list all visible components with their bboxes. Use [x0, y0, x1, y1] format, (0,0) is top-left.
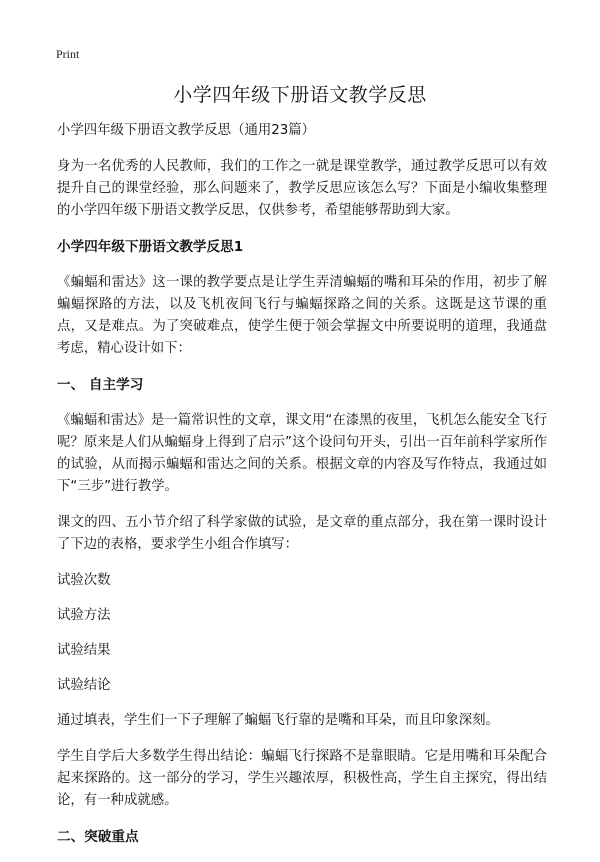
intro-paragraph: 身为一名优秀的人民教师，我们的工作之一就是课堂教学，通过教学反思可以有效提升自己的课堂经验，那么问题来了，教学反思应该怎么写？下面是小编收集整理的小学四年级下册语文教学反思，仅供参考，希望能够帮助到大家。	[57, 159, 547, 218]
page-title: 小学四年级下册语文教学反思	[173, 84, 427, 106]
table-item: 试验结论	[57, 678, 111, 693]
table-item: 试验结果	[57, 643, 111, 658]
subsection-heading-1: 一、 自主学习	[57, 377, 144, 393]
document-body	[57, 120, 547, 862]
body-paragraph: 《蝙蝠和雷达》这一课的教学要点是让学生弄清蝙蝠的嘴和耳朵的作用，初步了解蝙蝠探路的方法，以及飞机夜间飞行与蝙蝠探路之间的关系。这既是这节课的重点，又是难点。为了突破难点，使学生便于领会掌握文中所要说明的道理，我通盘考虑，精心设计如下：	[57, 275, 547, 356]
print-link[interactable]: Print	[56, 47, 80, 61]
body-paragraph: 《蝙蝠和雷达》是一篇常识性的文章，课文用“在漆黑的夜里，飞机怎么能安全飞行呢？原来是人们从蝙蝠身上得到了启示”这个设问句开头，引出一百年前科学家所作的试验，从而揭示蝙蝠和雷达之间的关系。根据文章的内容及写作特点，我通过如下“三步”进行教学。	[57, 413, 547, 494]
table-item: 试验方法	[57, 608, 111, 623]
body-paragraph: 学生自学后大多数学生得出结论：蝙蝠飞行探路不是靠眼睛。它是用嘴和耳朵配合起来探路的。这一部分的学习，学生兴趣浓厚，积极性高，学生自主探究，得出结论，有一种成就感。	[57, 749, 547, 808]
body-paragraph: 通过填表，学生们一下子理解了蝙蝠飞行靠的是嘴和耳朵，而且印象深刻。	[57, 713, 499, 728]
subsection-heading-2: 二、突破重点	[57, 829, 139, 845]
body-paragraph: 课文的四、五小节介绍了科学家做的试验，是文章的重点部分，我在第一课时设计了下边的表格，要求学生小组合作填写：	[57, 515, 547, 552]
table-item: 试验次数	[57, 573, 111, 588]
section-heading: 小学四年级下册语文教学反思1	[57, 239, 244, 255]
document-subtitle: 小学四年级下册语文教学反思（通用23篇）	[57, 123, 316, 138]
